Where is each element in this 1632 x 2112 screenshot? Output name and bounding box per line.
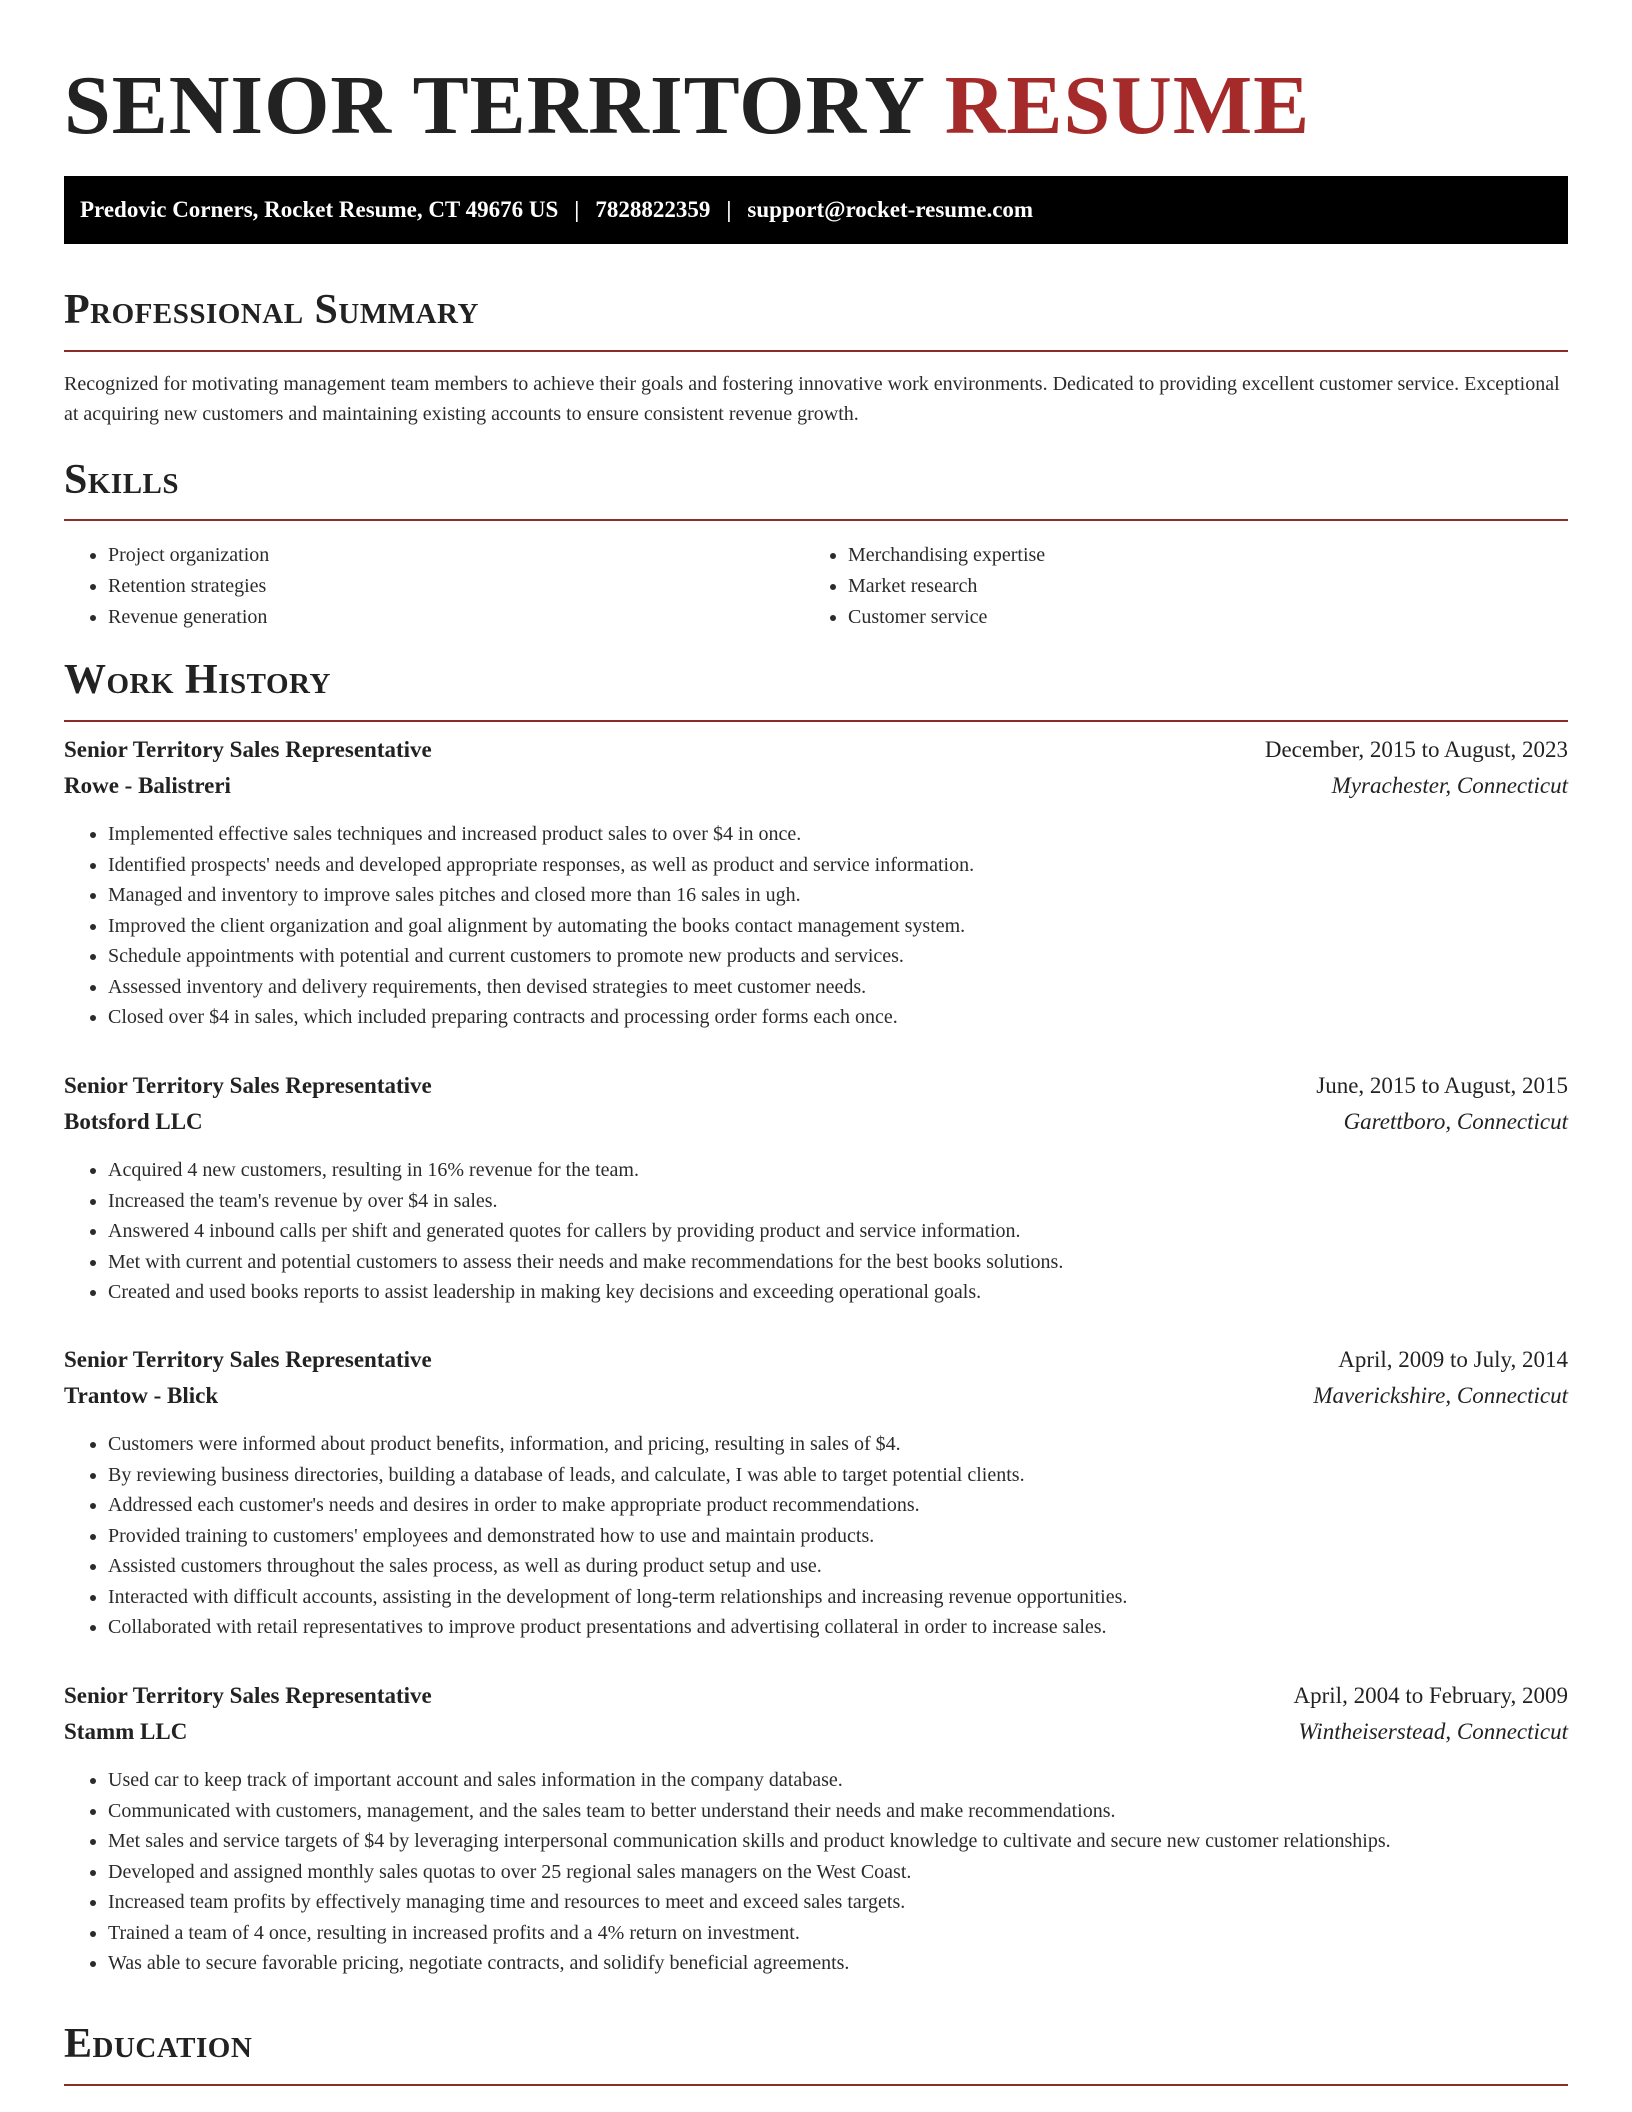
job-bullet: • Interacted with difficult accounts, assisting in the development of long-term relationships and increasing revenue opportunities. — [108, 1582, 1568, 1613]
skill-item: • Customer service — [848, 602, 1544, 633]
job-location: Myrachester, Connecticut — [1331, 773, 1568, 798]
education-heading: Education — [64, 2021, 253, 2067]
skills-list — [64, 540, 1568, 633]
skill-item: • Revenue generation — [108, 602, 804, 633]
job-bullet: • Increased team profits by effectively managing time and resources to meet and exceed sales targets. — [108, 1887, 1568, 1918]
job-company-row — [64, 1719, 1568, 1755]
job-header-row — [64, 1683, 1568, 1719]
job-bullet: • Closed over $4 in sales, which included preparing contracts and processing order forms each once. — [108, 1002, 1568, 1033]
job-header-row — [64, 1073, 1568, 1109]
job-bullet: • Increased the team's revenue by over $4 in sales. — [108, 1186, 1568, 1217]
job-entry — [64, 1683, 1568, 1979]
job-bullet: • Met sales and service targets of $4 by leveraging interpersonal communication skills and product knowledge to cultivate and secure new customer relationships. — [108, 1826, 1568, 1857]
contact-email[interactable]: support@rocket-resume.com — [747, 197, 1034, 222]
job-bullet: • Acquired 4 new customers, resulting in 16% revenue for the team. — [108, 1155, 1568, 1186]
job-company: Trantow - Blick — [64, 1383, 219, 1408]
job-title: Senior Territory Sales Representative — [64, 737, 432, 762]
skills-column-right — [804, 540, 1544, 633]
job-company-row — [64, 773, 1568, 809]
title-main: SENIOR TERRITORY — [64, 59, 923, 152]
job-company: Stamm LLC — [64, 1719, 188, 1744]
job-bullet: • Used car to keep track of important account and sales information in the company database. — [108, 1765, 1568, 1796]
job-bullet: • Communicated with customers, management, and the sales team to better understand their needs and make recommendations. — [108, 1796, 1568, 1827]
job-bullet: • Identified prospects' needs and developed appropriate responses, as well as product and service information. — [108, 850, 1568, 881]
job-bullet: • Met with current and potential customers to assess their needs and make recommendations for the best books solutions. — [108, 1247, 1568, 1278]
work-history-heading: Work History — [64, 657, 331, 703]
job-header-row — [64, 1347, 1568, 1383]
job-header-row — [64, 737, 1568, 773]
job-title: Senior Territory Sales Representative — [64, 1683, 432, 1708]
job-bullet: • Provided training to customers' employees and demonstrated how to use and maintain products. — [108, 1521, 1568, 1552]
section-divider — [64, 720, 1568, 722]
job-bullets — [64, 1429, 1568, 1643]
job-bullet: • Schedule appointments with potential and current customers to promote new products and services. — [108, 941, 1568, 972]
job-dates: April, 2004 to February, 2009 — [1293, 1683, 1568, 1708]
section-divider — [64, 350, 1568, 352]
job-bullet: • Trained a team of 4 once, resulting in increased profits and a 4% return on investment. — [108, 1918, 1568, 1949]
job-bullets — [64, 819, 1568, 1033]
job-bullet: • Assessed inventory and delivery requirements, then devised strategies to meet customer needs. — [108, 972, 1568, 1003]
skills-heading: Skills — [64, 457, 180, 503]
skill-item: • Market research — [848, 571, 1544, 602]
job-company-row — [64, 1383, 1568, 1419]
job-dates: April, 2009 to July, 2014 — [1338, 1347, 1568, 1372]
contact-separator: | — [726, 197, 732, 222]
job-bullet: • Improved the client organization and goal alignment by automating the books contact management system. — [108, 911, 1568, 942]
job-bullet: • Answered 4 inbound calls per shift and generated quotes for callers by providing product and service information. — [108, 1216, 1568, 1247]
skills-column-left — [64, 540, 804, 633]
job-bullet: • Collaborated with retail representatives to improve product presentations and advertising collateral in order to increase sales. — [108, 1612, 1568, 1643]
job-company: Rowe - Balistreri — [64, 773, 231, 798]
skill-item: • Retention strategies — [108, 571, 804, 602]
job-bullet: • Addressed each customer's needs and desires in order to make appropriate product recommendations. — [108, 1490, 1568, 1521]
job-title: Senior Territory Sales Representative — [64, 1347, 432, 1372]
job-location: Garettboro, Connecticut — [1343, 1109, 1568, 1134]
job-bullet: • Created and used books reports to assist leadership in making key decisions and exceeding operational goals. — [108, 1277, 1568, 1308]
job-bullets — [64, 1765, 1568, 1979]
job-bullet: • By reviewing business directories, building a database of leads, and calculate, I was able to target potential clients. — [108, 1460, 1568, 1491]
contact-bar — [64, 176, 1568, 244]
section-divider — [64, 2084, 1568, 2086]
job-bullet: • Developed and assigned monthly sales quotas to over 25 regional sales managers on the West Coast. — [108, 1857, 1568, 1888]
section-divider — [64, 519, 1568, 521]
job-dates: December, 2015 to August, 2023 — [1264, 737, 1568, 762]
contact-separator: | — [574, 197, 580, 222]
skill-item: • Project organization — [108, 540, 804, 571]
job-entry — [64, 1073, 1568, 1308]
job-company: Botsford LLC — [64, 1109, 203, 1134]
job-bullet: • Was able to secure favorable pricing, negotiate contracts, and solidify beneficial agreements. — [108, 1948, 1568, 1979]
contact-address: Predovic Corners, Rocket Resume, CT 49676 US — [80, 197, 559, 222]
contact-phone[interactable]: 7828822359 — [595, 197, 711, 222]
job-company-row — [64, 1109, 1568, 1145]
summary-heading: Professional Summary — [64, 287, 479, 333]
title-accent: RESUME — [944, 59, 1311, 152]
job-entry — [64, 1347, 1568, 1643]
job-title: Senior Territory Sales Representative — [64, 1073, 432, 1098]
job-dates: June, 2015 to August, 2015 — [1316, 1073, 1568, 1098]
job-bullet: • Implemented effective sales techniques and increased product sales to over $4 in once. — [108, 819, 1568, 850]
job-bullet: • Managed and inventory to improve sales pitches and closed more than 16 sales in ugh. — [108, 880, 1568, 911]
job-bullet: • Customers were informed about product benefits, information, and pricing, resulting in sales of $4. — [108, 1429, 1568, 1460]
resume-title — [64, 56, 1310, 156]
job-entry — [64, 737, 1568, 1033]
skill-item: • Merchandising expertise — [848, 540, 1544, 571]
job-bullets — [64, 1155, 1568, 1308]
summary-text: Recognized for motivating management team members to achieve their goals and fostering innovative work environments. Dedicated to providing excellent customer service. Exceptional at acquiring new customers and maintaining existing accounts to ensure consistent revenue growth. — [64, 373, 1560, 425]
job-location: Wintheiserstead, Connecticut — [1298, 1719, 1568, 1744]
job-location: Maverickshire, Connecticut — [1313, 1383, 1568, 1408]
job-bullet: • Assisted customers throughout the sales process, as well as during product setup and use. — [108, 1551, 1568, 1582]
